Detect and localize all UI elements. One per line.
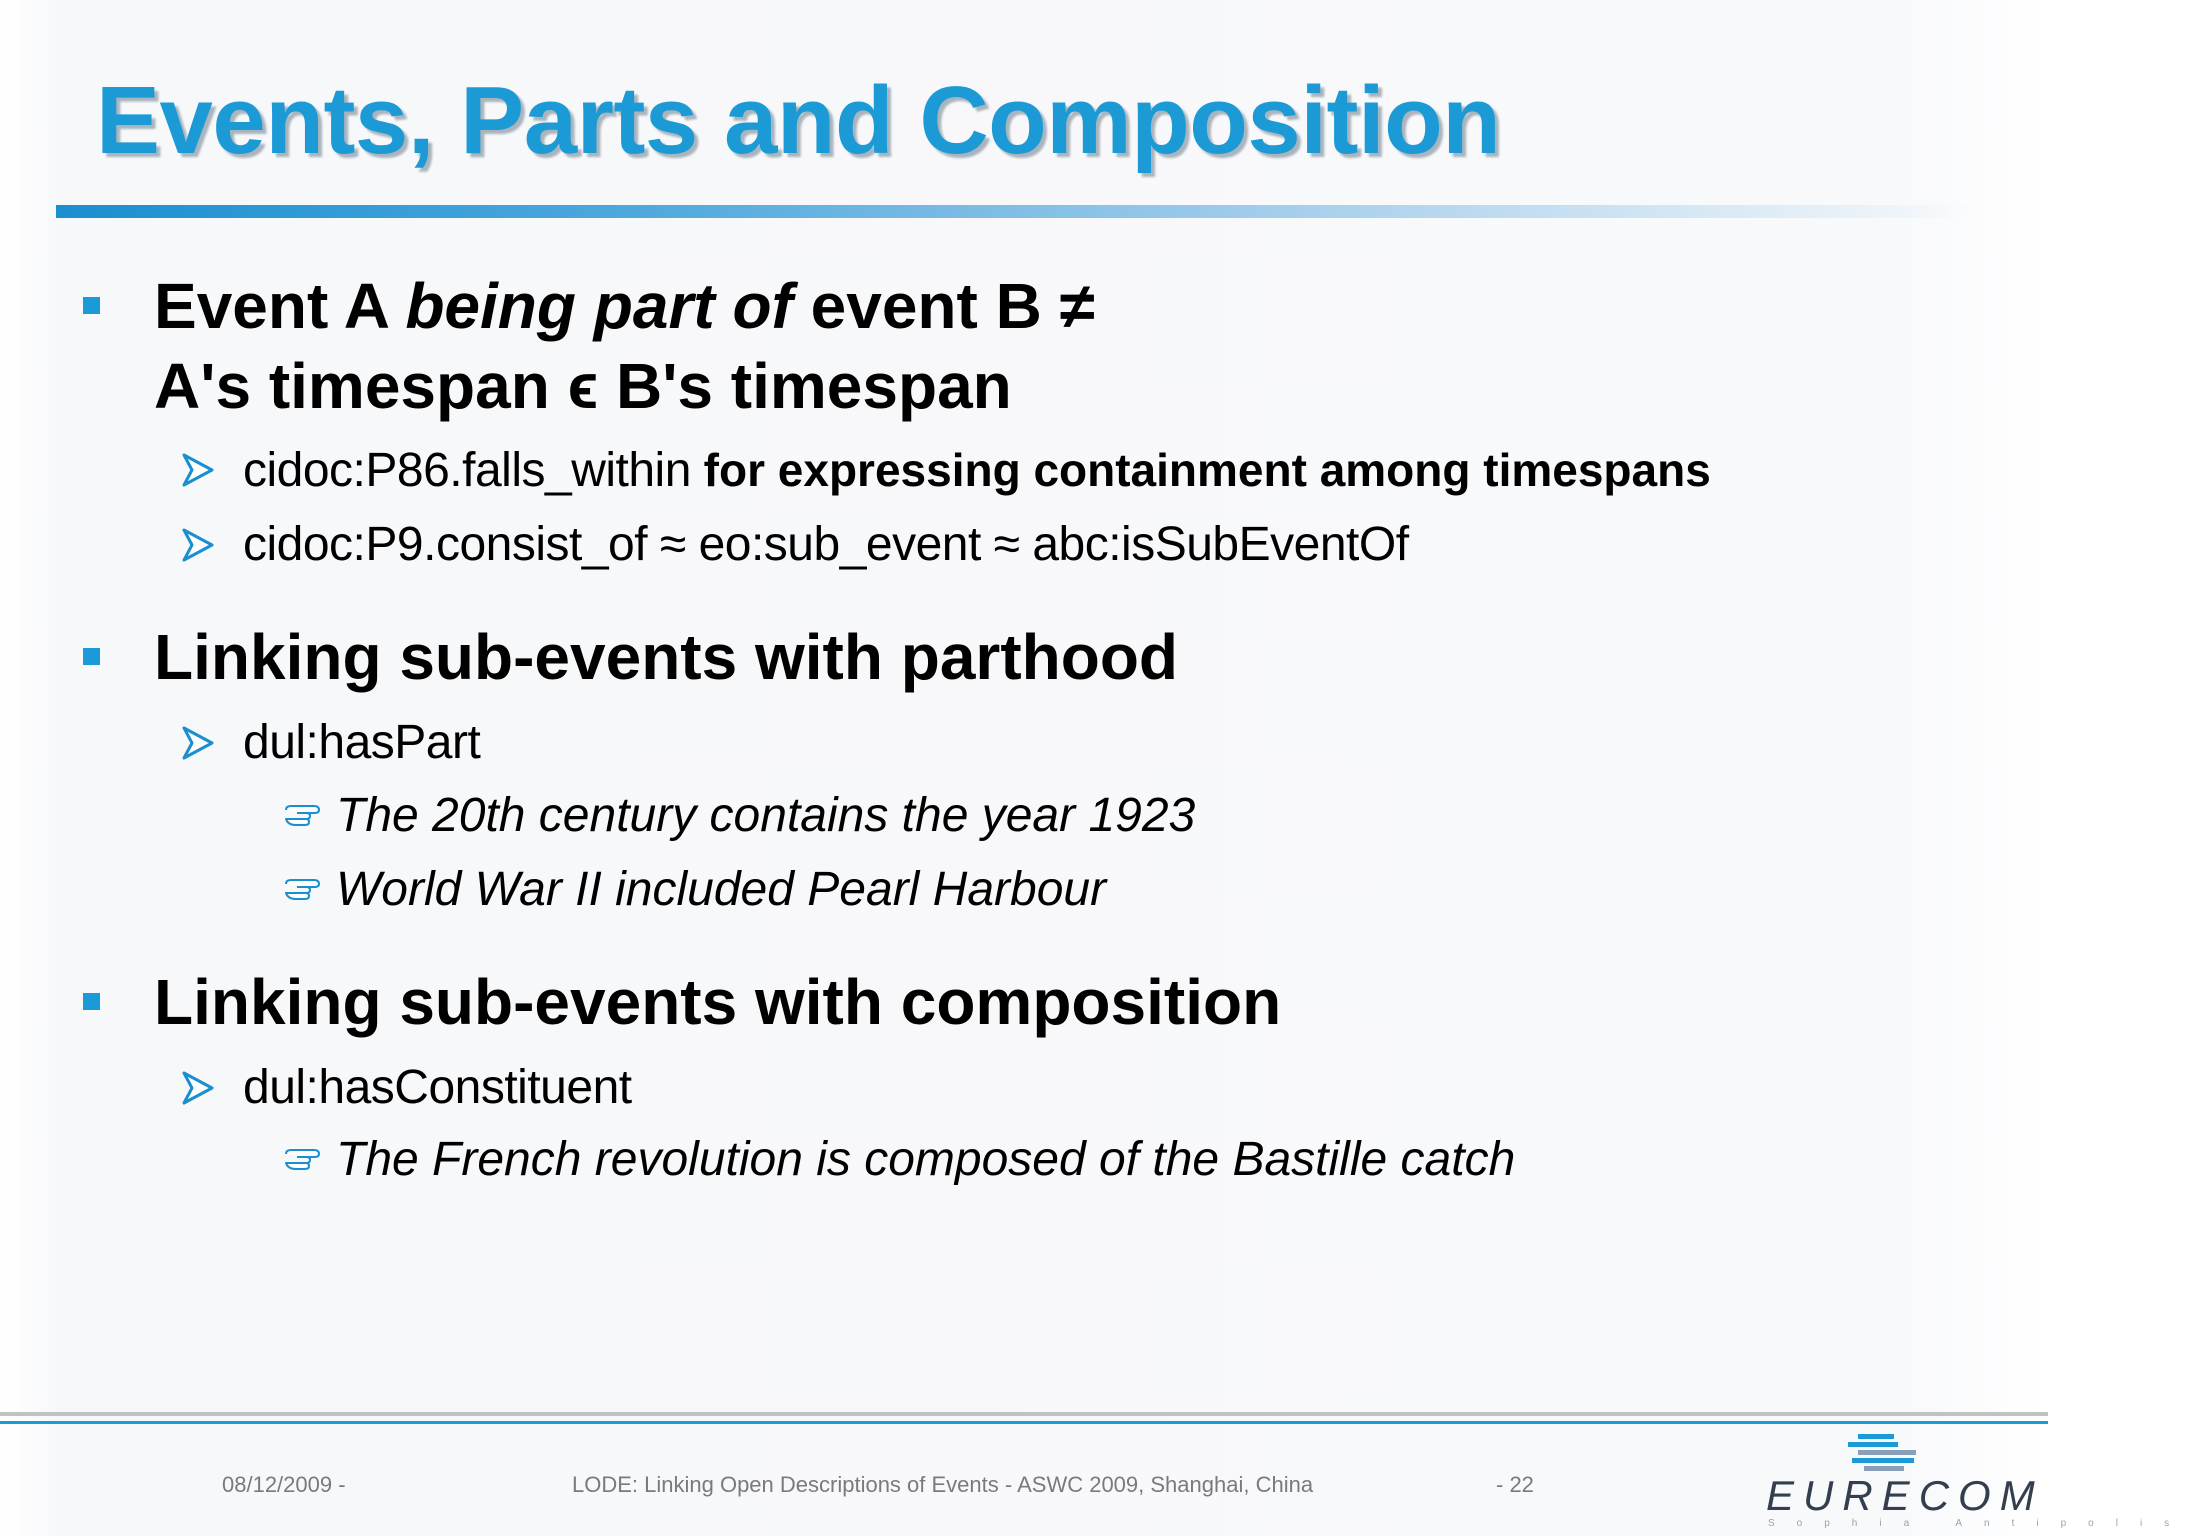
title-underline xyxy=(56,205,1976,218)
bullet-1-text-italic: being part of xyxy=(405,270,793,342)
sub-1-description: for expressing containment among timespans xyxy=(690,444,1711,496)
footer-presentation-title: LODE: Linking Open Descriptions of Events - ASWC 2009, Shanghai, China xyxy=(572,1472,1314,1497)
bullet-1-line-2: A's timespan ϵ B's timespan xyxy=(154,350,1012,422)
arrow-bullet-icon xyxy=(180,725,216,761)
slide-title: Events, Parts and Composition xyxy=(96,67,1501,174)
bullet-2-sub-1: dul:hasPart xyxy=(243,716,481,769)
square-bullet-icon xyxy=(83,648,100,665)
bullet-1-line-1 xyxy=(154,266,1095,346)
bullet-3: Linking sub-events with composition xyxy=(154,966,1282,1038)
bullet-1-text-c: event B ≠ xyxy=(792,270,1095,342)
logo-subtitle: Sophia Antipolis xyxy=(1768,1518,2191,1529)
bullet-1-sub-2: cidoc:P9.consist_of ≈ eo:sub_event ≈ abc:isSubEventOf xyxy=(243,518,1409,571)
bullet-3-example-1: The French revolution is composed of the Bastille catch xyxy=(336,1133,1516,1186)
sub-1-code: cidoc:P86.falls_within xyxy=(243,444,691,497)
pointing-hand-icon xyxy=(284,1144,326,1172)
arrow-bullet-icon xyxy=(180,1070,216,1106)
arrow-bullet-icon xyxy=(180,452,216,488)
bullet-2: Linking sub-events with parthood xyxy=(154,621,1178,693)
bullet-2-example-1: The 20th century contains the year 1923 xyxy=(336,789,1196,842)
pointing-hand-icon xyxy=(284,800,326,828)
square-bullet-icon xyxy=(83,297,100,314)
square-bullet-icon xyxy=(83,993,100,1010)
bullet-1-sub-1 xyxy=(243,442,1711,499)
footer-date: 08/12/2009 - xyxy=(222,1472,346,1497)
footer-page-number: - 22 xyxy=(1496,1472,1534,1497)
footer-rule-blue xyxy=(0,1421,2048,1424)
pointing-hand-icon xyxy=(284,874,326,902)
bullet-2-example-2: World War II included Pearl Harbour xyxy=(336,863,1107,916)
bullet-1-text-a: Event A xyxy=(154,270,406,342)
logo-wordmark: EURECOM xyxy=(1766,1472,2044,1519)
arrow-bullet-icon xyxy=(180,527,216,563)
bullet-3-sub-1: dul:hasConstituent xyxy=(243,1061,632,1114)
footer-rule-gray xyxy=(0,1412,2048,1416)
